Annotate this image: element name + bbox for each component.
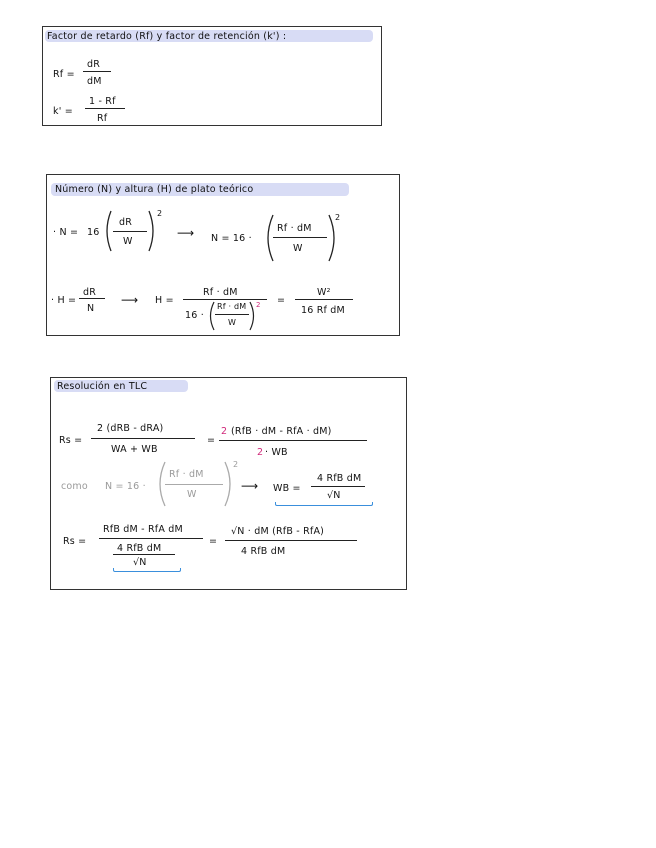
equals: = (277, 295, 286, 306)
fraction-bar (79, 298, 105, 299)
k-denominator: Rf (97, 113, 108, 124)
como-lhs: N = 16 · (105, 481, 146, 492)
cancel-mark: 2 (221, 426, 228, 437)
h2-den-exponent: 2 (256, 301, 261, 309)
n-lhs: · N = (53, 227, 79, 238)
rf-numerator: dR (87, 59, 101, 70)
plato-teorico-card (46, 174, 400, 336)
h-lhs: · H = (51, 295, 77, 306)
rs2-numerator: (RfB · dM - RfA · dM) (231, 426, 332, 437)
n-numerator: dR (119, 217, 133, 228)
equals: = (207, 435, 216, 446)
fraction-bar (215, 314, 249, 315)
card-title: Resolución en TLC (57, 381, 148, 392)
rs-denominator: WA + WB (111, 444, 158, 455)
rs3-den-numerator: 4 RfB dM (117, 543, 162, 554)
wb-lhs: WB = (273, 483, 301, 494)
k-numerator: 1 - Rf (89, 96, 116, 107)
arrow: ⟶ (121, 293, 139, 307)
cancel-mark: 2 (257, 447, 264, 458)
k-lhs: k' = (53, 106, 73, 117)
arrow: ⟶ (177, 226, 195, 240)
n2-denominator: W (293, 243, 303, 254)
fraction-bar (183, 299, 267, 300)
h2-den-coef: 16 · (185, 310, 204, 321)
fraction-bar (113, 554, 175, 555)
fraction-bar (273, 237, 327, 238)
rf-lhs: Rf = (53, 69, 75, 80)
left-paren (103, 209, 113, 253)
card-title: Número (N) y altura (H) de plato teórico (55, 184, 254, 195)
fraction-bar (311, 486, 365, 487)
rs2-denominator: · WB (265, 447, 288, 458)
wb-numerator: 4 RfB dM (317, 473, 362, 484)
n-exponent: 2 (157, 209, 163, 218)
right-paren (147, 209, 157, 253)
h2-inner-numerator: Rf · dM (217, 302, 247, 311)
h-denominator: N (87, 303, 95, 314)
rs-lhs: Rs = (59, 435, 83, 446)
fraction-bar (225, 540, 357, 541)
fraction-bar (219, 440, 367, 441)
fraction-bar (83, 71, 111, 72)
n2-exponent: 2 (335, 213, 341, 222)
fraction-bar (113, 231, 147, 232)
retardo-card (42, 26, 382, 126)
n2-numerator: Rf · dM (277, 223, 312, 234)
fraction-bar (99, 538, 203, 539)
h-numerator: dR (83, 287, 97, 298)
h2-numerator: Rf · dM (203, 287, 238, 298)
h2-lhs: H = (155, 295, 174, 306)
rs3-lhs: Rs = (63, 536, 87, 547)
n-coef: 16 (87, 227, 100, 238)
h2-inner-denominator: W (228, 318, 237, 327)
fraction-bar (295, 299, 353, 300)
como-denominator: W (187, 489, 197, 500)
fraction-bar (85, 108, 125, 109)
fraction-bar (91, 438, 195, 439)
resolucion-card (50, 377, 407, 590)
rs4-numerator: √N · dM (RfB - RfA) (231, 526, 325, 537)
h3-denominator: 16 Rf dM (301, 305, 345, 316)
como-exponent: 2 (233, 460, 239, 469)
left-paren (207, 301, 215, 331)
rs3-numerator: RfB dM - RfA dM (103, 524, 183, 535)
como-numerator: Rf · dM (169, 469, 204, 480)
fraction-bar (165, 484, 223, 485)
underline-brace (275, 502, 373, 506)
h3-numerator: W² (317, 287, 331, 298)
equals: = (209, 536, 218, 547)
underline-brace (113, 568, 181, 572)
card-title: Factor de retardo (Rf) y factor de retención (k') : (47, 31, 287, 42)
arrow: ⟶ (241, 479, 259, 493)
wb-denominator: √N (327, 490, 341, 501)
rs-numerator: 2 (dRB - dRA) (97, 423, 164, 434)
rs3-den-denominator: √N (133, 557, 147, 568)
n2-lhs: N = 16 · (211, 233, 252, 244)
n-denominator: W (123, 236, 133, 247)
rs4-denominator: 4 RfB dM (241, 546, 286, 557)
rf-denominator: dM (87, 76, 102, 87)
como-label: como (61, 481, 88, 492)
